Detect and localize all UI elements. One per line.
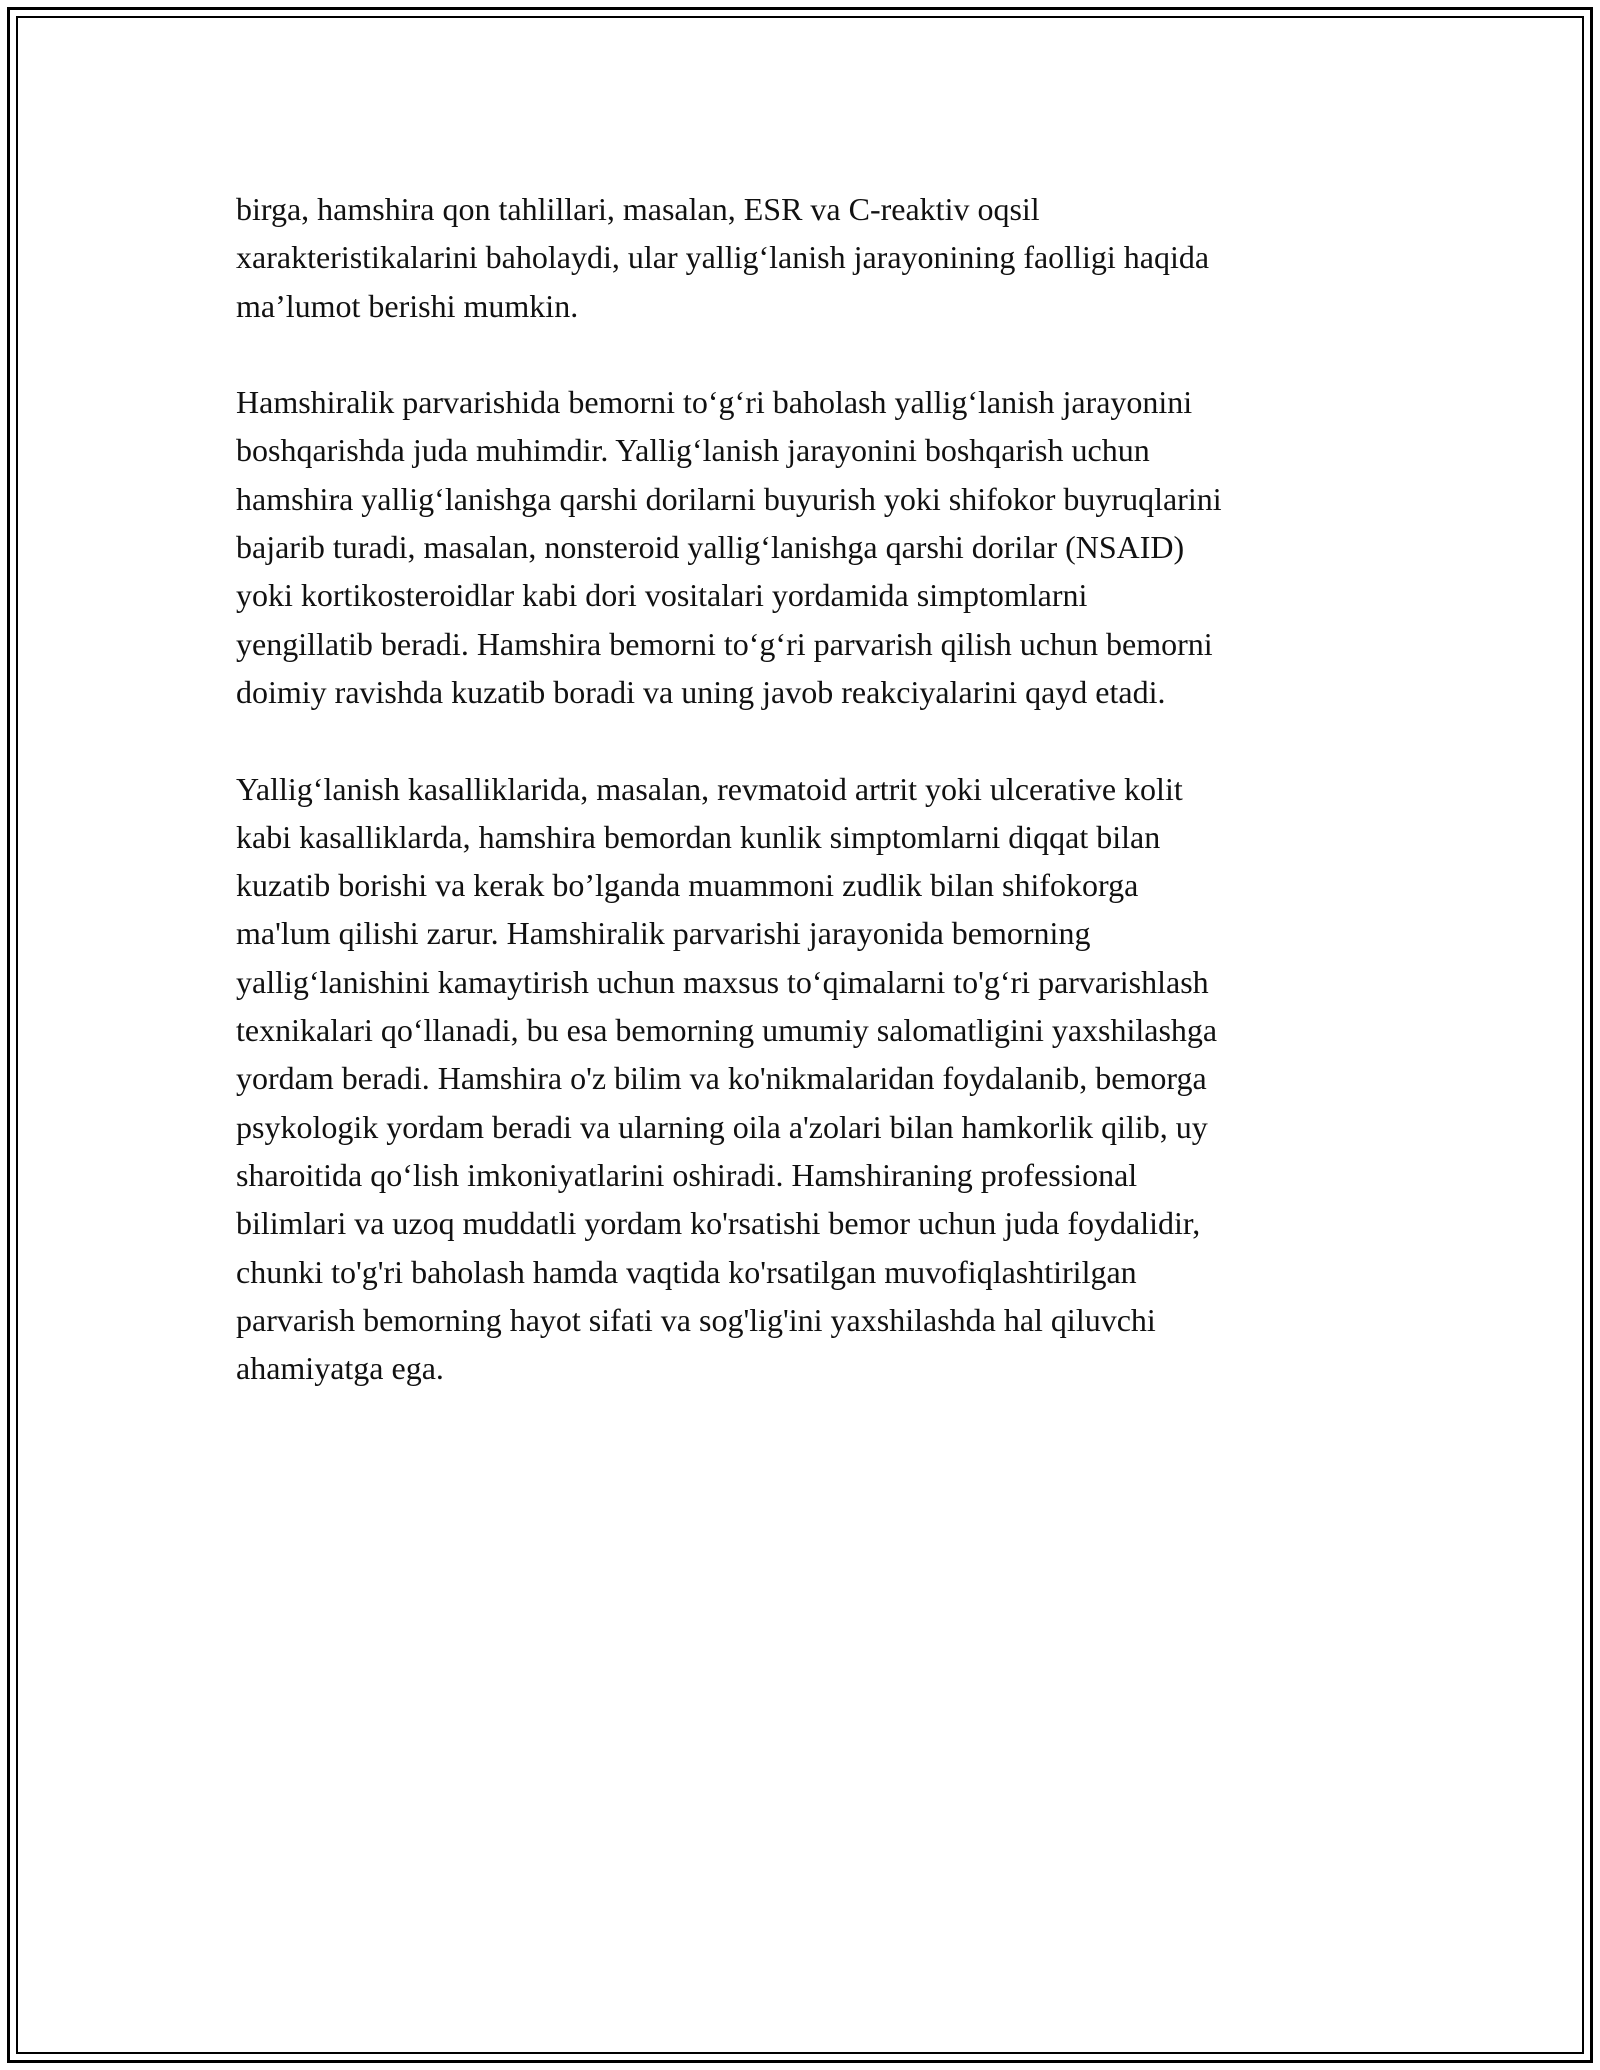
text-line: yallig‘lanishini kamaytirish uchun maxsus to‘qimalarni to'g‘ri parvarishlash: [236, 963, 1209, 1000]
text-line: xarakteristikalarini baholaydi, ular yallig‘lanish jarayonining faolligi haqida: [236, 239, 1210, 276]
text-line: boshqarishda juda muhimdir. Yallig‘lanish jarayonini boshqarish uchun: [236, 432, 1150, 469]
text-line: ma'lum qilishi zarur. Hamshiralik parvarishi jarayonida bemorning: [236, 915, 1091, 952]
paragraph-1: [236, 185, 1386, 330]
text-line: bilimlari va uzoq muddatli yordam ko'rsatishi bemor uchun juda foydalidir,: [236, 1205, 1201, 1242]
paragraph-2: [236, 378, 1386, 716]
text-line: kabi kasalliklarda, hamshira bemordan kunlik simptomlarni diqqat bilan: [236, 818, 1161, 855]
text-line: psykologik yordam beradi va ularning oila a'zolari bilan hamkorlik qilib, uy: [236, 1108, 1208, 1145]
text-line: sharoitida qo‘lish imkoniyatlarini oshiradi. Hamshiraning professional: [236, 1156, 1138, 1193]
text-line: Yallig‘lanish kasalliklarida, masalan, revmatoid artrit yoki ulcerative kolit: [236, 770, 1183, 807]
text-line: ahamiyatga ega.: [236, 1350, 444, 1387]
text-line: Hamshiralik parvarishida bemorni to‘g‘ri baholash yallig‘lanish jarayonini: [236, 384, 1193, 421]
text-line: bajarib turadi, masalan, nonsteroid yallig‘lanishga qarshi dorilar (NSAID): [236, 529, 1185, 566]
paragraph-3: [236, 765, 1386, 1393]
text-line: birga, hamshira qon tahlillari, masalan, ESR va C-reaktiv oqsil: [236, 191, 1040, 227]
text-line: chunki to'g'ri baholash hamda vaqtida ko'rsatilgan muvofiqlashtirilgan: [236, 1253, 1137, 1290]
text-line: yordam beradi. Hamshira o'z bilim va ko'nikmalaridan foydalanib, bemorga: [236, 1060, 1207, 1097]
text-line: parvarish bemorning hayot sifati va sog'lig'ini yaxshilashda hal qiluvchi: [236, 1301, 1156, 1338]
text-line: doimiy ravishda kuzatib boradi va uning javob reakciyalarini qayd etadi.: [236, 673, 1166, 710]
text-line: yengillatib beradi. Hamshira bemorni to‘g‘ri parvarish qilish uchun bemorni: [236, 625, 1213, 662]
text-line: ma’lumot berishi mumkin.: [236, 287, 579, 324]
text-line: yoki kortikosteroidlar kabi dori vositalari yordamida simptomlarni: [236, 577, 1088, 614]
document-body: [236, 185, 1386, 1441]
text-line: texnikalari qo‘llanadi, bu esa bemorning umumiy salomatligini yaxshilashga: [236, 1012, 1218, 1049]
text-line: hamshira yallig‘lanishga qarshi dorilarni buyurish yoki shifokor buyruqlarini: [236, 480, 1222, 517]
text-line: kuzatib borishi va kerak bo’lganda muammoni zudlik bilan shifokorga: [236, 867, 1139, 904]
